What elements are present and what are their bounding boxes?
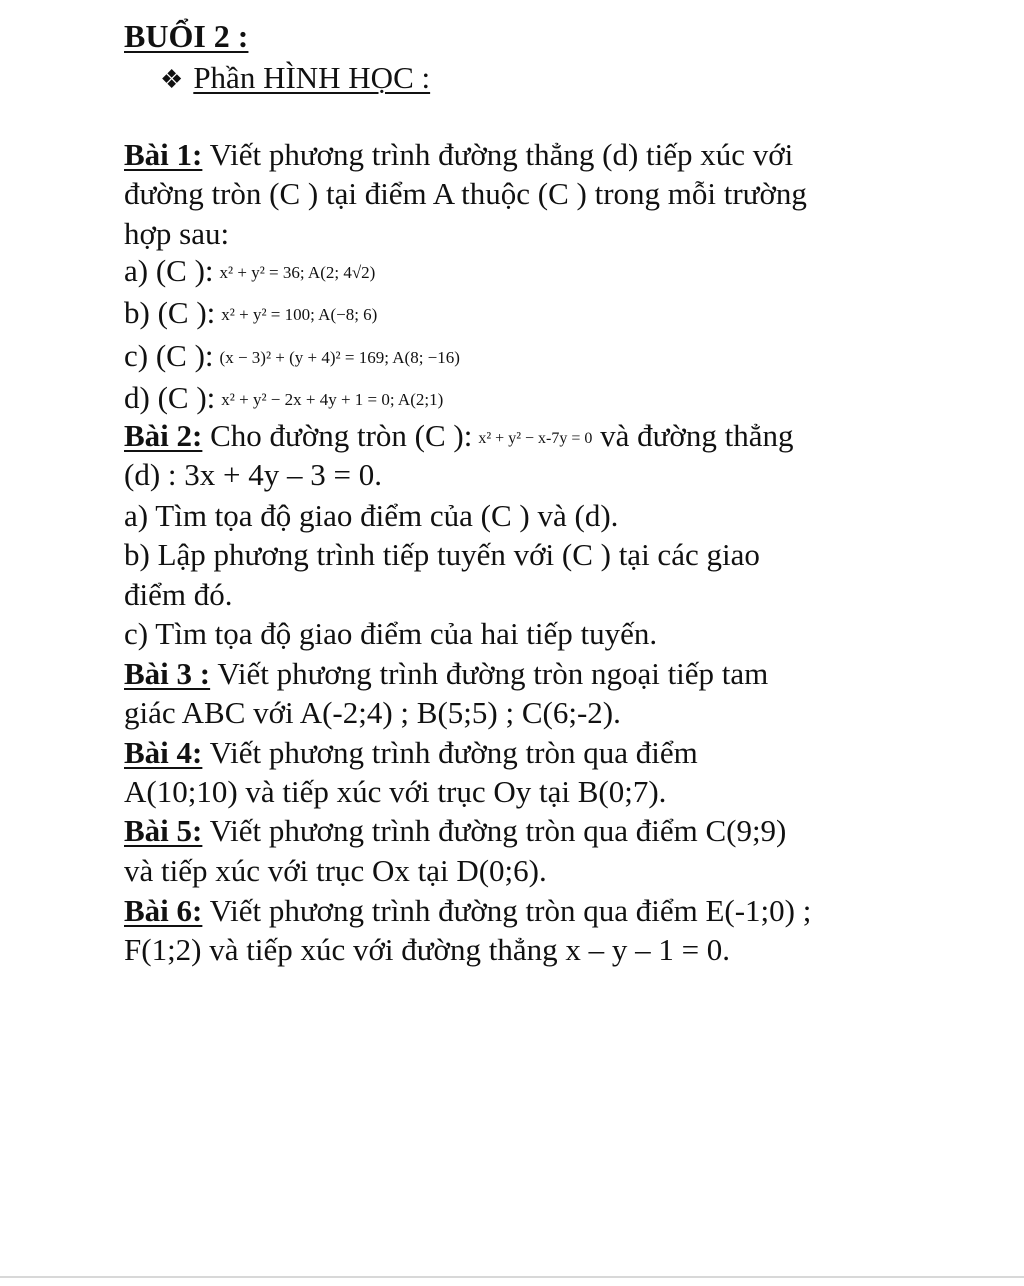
problem-1-item-b <box>124 293 377 335</box>
problem-1-label: Bài 1: <box>124 137 203 172</box>
problem-6-line-1 <box>124 891 811 931</box>
problem-3-label: Bài 3 : <box>124 656 211 691</box>
problem-3-text-1: Viết phương trình đường tròn ngoại tiếp tam <box>210 656 769 691</box>
item-a-equation: x² + y² = 36; A(2; 4√2) <box>219 263 376 282</box>
problem-5-text-1: Viết phương trình đường tròn qua điểm C(9;9) <box>202 813 787 848</box>
page-bottom-divider <box>0 1276 1024 1278</box>
diamond-bullet-icon: ❖ <box>160 65 184 94</box>
problem-6-text-1: Viết phương trình đường tròn qua điểm E(-1;0) ; <box>202 893 812 928</box>
problem-2-part-c: c) Tìm tọa độ giao điểm của hai tiếp tuyến. <box>124 616 658 651</box>
problem-1-line-2: đường tròn (C ) tại điểm A thuộc (C ) trong mỗi trường <box>124 176 807 211</box>
session-title-text: BUỔI 2 : <box>124 18 249 54</box>
problem-2-part-a: a) Tìm tọa độ giao điểm của (C ) và (d). <box>124 498 619 533</box>
section-title: Phần HÌNH HỌC : <box>193 60 431 95</box>
problem-5-line-1 <box>124 811 786 851</box>
problem-1-item-c <box>124 336 460 378</box>
item-c-prefix: c) (C ): <box>124 338 214 373</box>
problem-1-item-d <box>124 378 443 420</box>
problem-6-label: Bài 6: <box>124 893 203 928</box>
problem-4-text-1: Viết phương trình đường tròn qua điểm <box>202 735 698 770</box>
item-b-equation: x² + y² = 100; A(−8; 6) <box>221 305 378 324</box>
problem-5-label: Bài 5: <box>124 813 203 848</box>
problem-4-label: Bài 4: <box>124 735 203 770</box>
problem-2-label: Bài 2: <box>124 418 203 453</box>
problem-1-text-1: Viết phương trình đường thẳng (d) tiếp xúc với <box>202 137 794 172</box>
problem-3-line-1 <box>124 654 768 694</box>
problem-1-item-a <box>124 251 375 293</box>
problem-1-line-1 <box>124 135 793 175</box>
problem-2-text-prefix: Cho đường tròn (C ): <box>202 418 473 453</box>
item-d-equation: x² + y² − 2x + 4y + 1 = 0; A(2;1) <box>221 390 444 409</box>
problem-4-line-1 <box>124 733 698 773</box>
problem-3-line-2: giác ABC với A(-2;4) ; B(5;5) ; C(6;-2). <box>124 695 621 730</box>
problem-2-line-2: (d) : 3x + 4y – 3 = 0. <box>124 457 382 492</box>
item-a-prefix: a) (C ): <box>124 253 214 288</box>
session-title <box>124 16 248 56</box>
problem-2-line-1 <box>124 416 793 459</box>
problem-2-part-b-line-2: điểm đó. <box>124 577 233 612</box>
problem-1-line-3: hợp sau: <box>124 216 230 251</box>
problem-6-line-2: F(1;2) và tiếp xúc với đường thẳng x – y – 1 = 0. <box>124 932 731 967</box>
item-b-prefix: b) (C ): <box>124 295 216 330</box>
problem-5-line-2: và tiếp xúc với trục Ox tại D(0;6). <box>124 853 547 888</box>
item-c-equation: (x − 3)² + (y + 4)² = 169; A(8; −16) <box>219 348 460 367</box>
item-d-prefix: d) (C ): <box>124 380 216 415</box>
section-heading <box>160 58 430 100</box>
problem-2-text-suffix: và đường thẳng <box>592 418 794 453</box>
problem-2-part-b-line-1: b) Lập phương trình tiếp tuyến với (C ) tại các giao <box>124 537 760 572</box>
problem-4-line-2: A(10;10) và tiếp xúc với trục Oy tại B(0;7). <box>124 774 667 809</box>
problem-2-equation: x² + y² − x-7y = 0 <box>478 430 593 447</box>
